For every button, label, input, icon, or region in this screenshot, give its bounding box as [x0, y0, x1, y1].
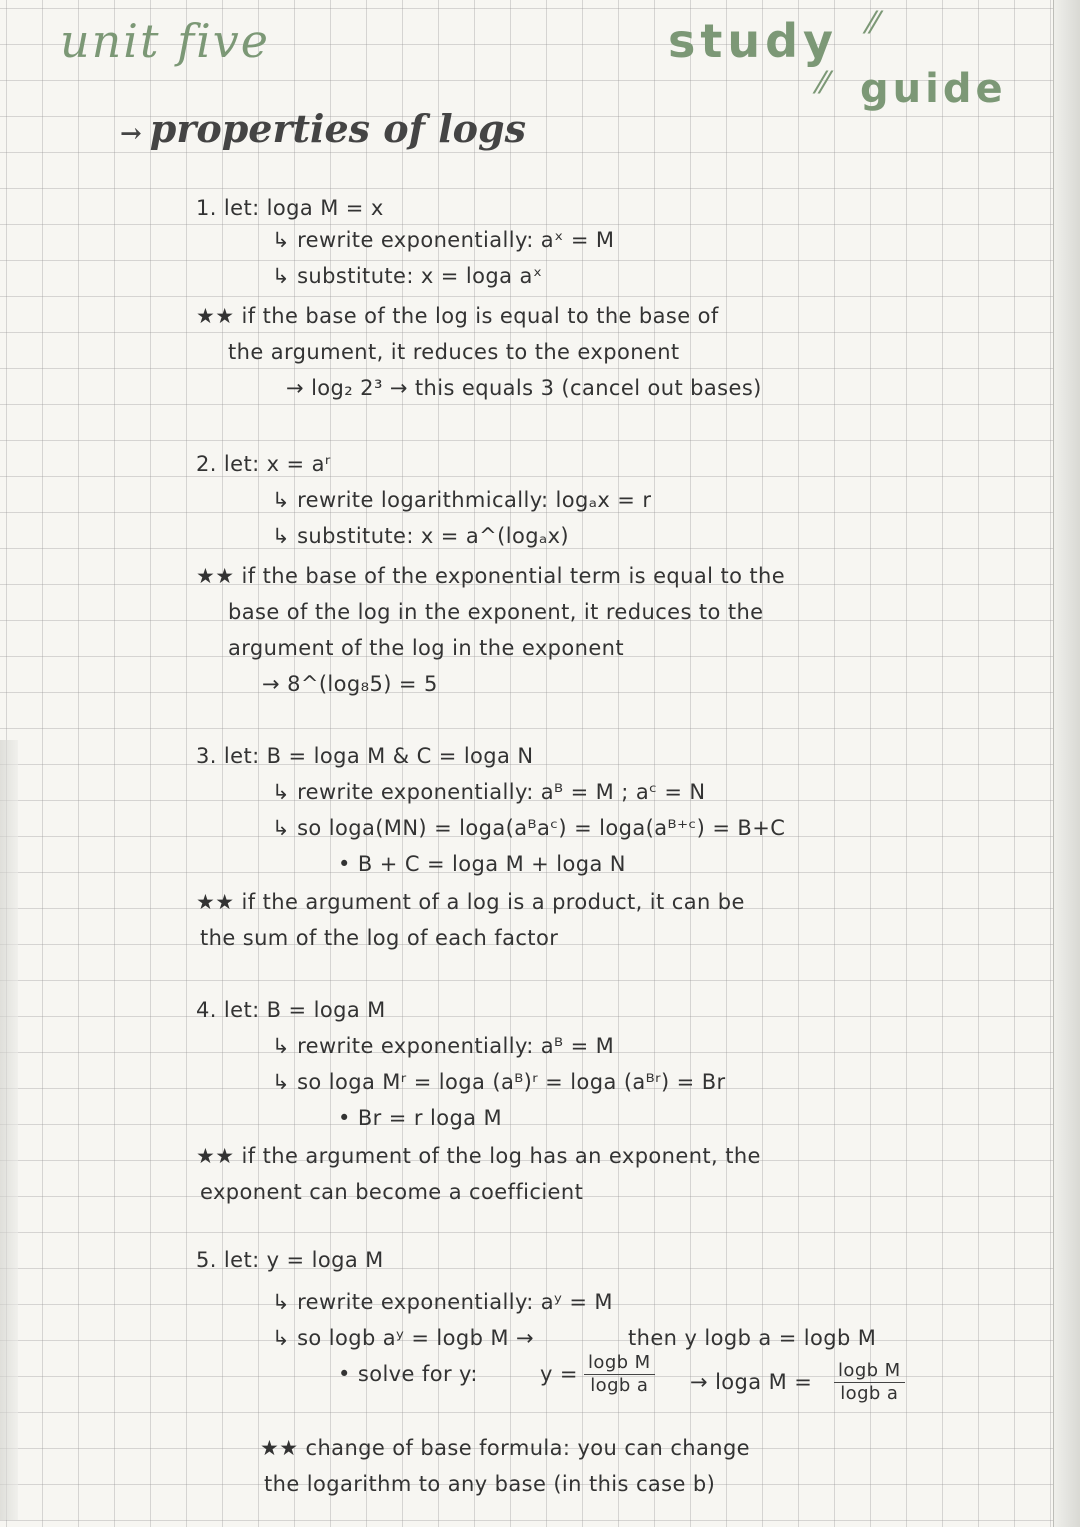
title-study: study [668, 14, 839, 68]
s2-example: → 8^(log₈5) = 5 [262, 672, 438, 696]
s4-let: 4. let: B = loga M [196, 998, 386, 1022]
s1-let: 1. let: loga M = x [196, 196, 384, 220]
s5-fraction-change-base [834, 1360, 905, 1405]
s4-so: ↳ so loga Mʳ = loga (aᴮ)ʳ = loga (aᴮʳ) = Br [272, 1070, 726, 1094]
s1-rewrite: ↳ rewrite exponentially: aˣ = M [272, 228, 615, 252]
heading-text: properties of logs [149, 106, 526, 151]
s3-rewrite: ↳ rewrite exponentially: aᴮ = M ; aᶜ = N [272, 780, 706, 804]
s5-loga-equals: → loga M = [690, 1370, 813, 1394]
s3-rule: ★★ if the argument of a log is a product, it can be [196, 890, 745, 914]
s5-fraction-y-numerator: logb M [584, 1352, 655, 1375]
notebook-page-edge [1053, 0, 1080, 1527]
s2-rule-cont: base of the log in the exponent, it reduces to the [228, 600, 764, 624]
s4-result: • Br = r loga M [338, 1106, 503, 1130]
s2-rule-cont2: argument of the log in the exponent [228, 636, 624, 660]
s3-rule-cont: the sum of the log of each factor [200, 926, 559, 950]
s4-rewrite: ↳ rewrite exponentially: aᴮ = M [272, 1034, 615, 1058]
s5-rule-cont: the logarithm to any base (in this case b) [264, 1472, 716, 1496]
s3-so: ↳ so loga(MN) = loga(aᴮaᶜ) = loga(aᴮ⁺ᶜ) = B+C [272, 816, 786, 840]
s1-example: → log₂ 2³ → this equals 3 (cancel out bases) [286, 376, 762, 400]
s5-rule: ★★ change of base formula: you can change [260, 1436, 751, 1460]
s1-rule: ★★ if the base of the log is equal to the base of [196, 304, 719, 328]
s5-fraction-denominator: logb a [840, 1383, 899, 1404]
s1-substitute: ↳ substitute: x = loga aˣ [272, 264, 543, 288]
s5-fraction-y [584, 1352, 655, 1397]
page-heading [120, 106, 526, 151]
title-slash-decoration: ⁄⁄ [868, 6, 879, 41]
s5-fraction-y-denominator: logb a [590, 1375, 649, 1396]
s5-let: 5. let: y = loga M [196, 1248, 384, 1272]
s5-fraction-numerator: logb M [834, 1360, 905, 1383]
title-unit-five: unit five [60, 14, 271, 68]
s5-y-equals: y = [540, 1362, 578, 1386]
s4-rule-cont: exponent can become a coefficient [200, 1180, 584, 1204]
s2-let: 2. let: x = aʳ [196, 452, 331, 476]
title-slash-decoration-2: ⁄⁄ [818, 66, 829, 101]
s2-rule: ★★ if the base of the exponential term is equal to the [196, 564, 786, 588]
s5-solve-for: • solve for y: [338, 1362, 478, 1386]
notebook-binding-shadow [0, 740, 18, 1520]
s2-substitute: ↳ substitute: x = a^(logₐx) [272, 524, 569, 548]
s4-rule: ★★ if the argument of the log has an exponent, the [196, 1144, 761, 1168]
s5-so: ↳ so logb aʸ = logb M → [272, 1326, 534, 1350]
s2-rewrite: ↳ rewrite logarithmically: logₐx = r [272, 488, 652, 512]
s5-rewrite: ↳ rewrite exponentially: aʸ = M [272, 1290, 613, 1314]
heading-arrow-icon: → [120, 119, 142, 149]
s1-rule-cont: the argument, it reduces to the exponent [228, 340, 680, 364]
s5-then: then y logb a = logb M [628, 1326, 877, 1350]
title-guide: guide [860, 66, 1007, 112]
s3-result: • B + C = loga M + loga N [338, 852, 626, 876]
s3-let: 3. let: B = loga M & C = loga N [196, 744, 534, 768]
